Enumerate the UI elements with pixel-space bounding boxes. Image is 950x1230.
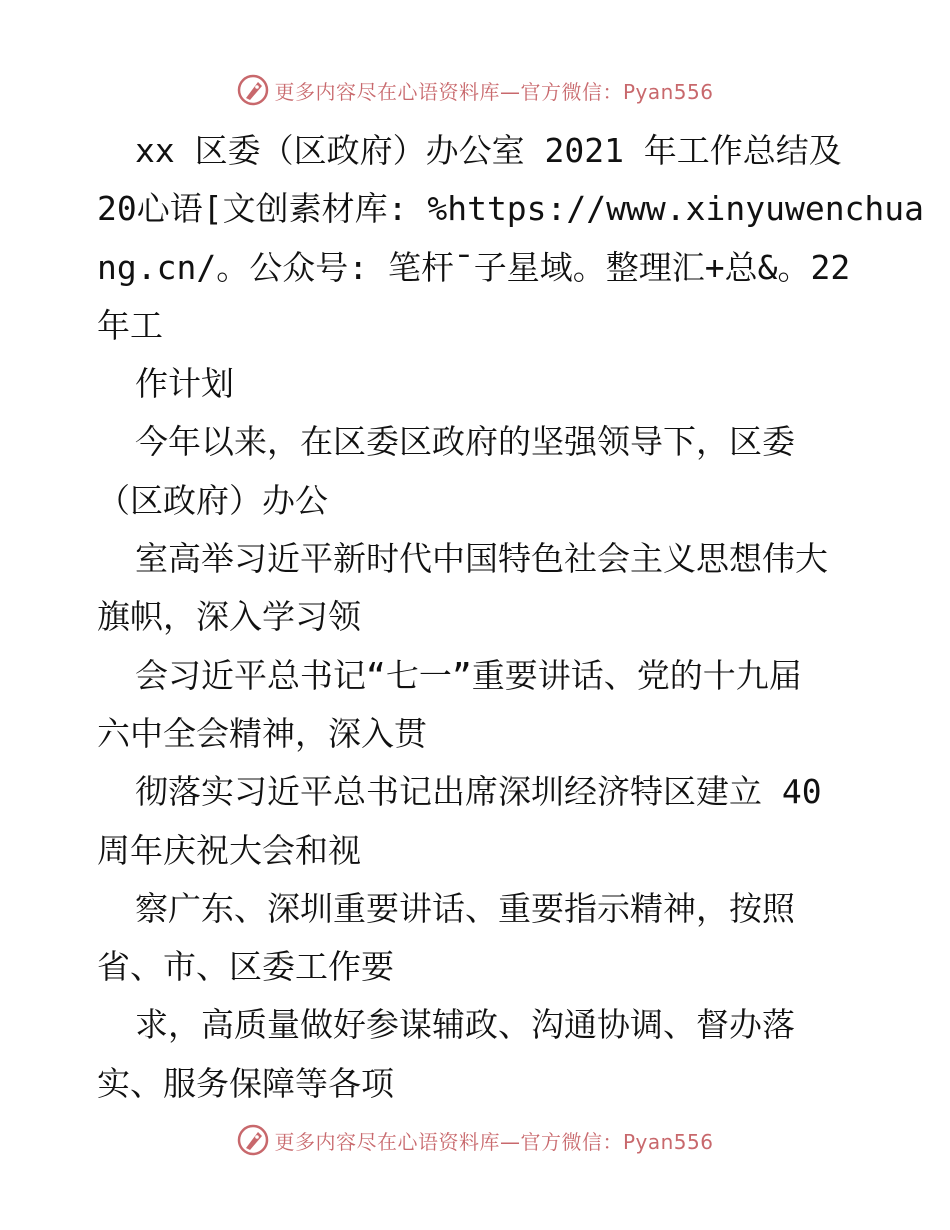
text-line: 求，高质量做好参谋辅政、沟通协调、督办落 [135, 1005, 795, 1045]
text-line: （区政府）办公 [97, 480, 328, 520]
text-line: 作计划 [135, 364, 234, 404]
footer-watermark [0, 1120, 950, 1160]
document-body [97, 122, 925, 1113]
text-line: 六中全会精神，深入贯 [97, 713, 427, 753]
text-line: 旗帜，深入学习领 [97, 597, 361, 637]
header-watermark [0, 70, 950, 110]
pen-nib-logo-icon [236, 73, 270, 107]
text-line: 室高举习近平新时代中国特色社会主义思想伟大 [135, 539, 828, 579]
watermark-text: 更多内容尽在心语资料库—官方微信：Pyan556 [274, 79, 714, 104]
text-line: ng.cn/。公众号: 笔杆¯子星域。整理汇+总&。22 [97, 247, 851, 287]
text-line: xx 区委（区政府）办公室 2021 年工作总结及 [135, 131, 842, 170]
text-line: 省、市、区委工作要 [97, 947, 394, 987]
text-line: 20心语[文创素材库: %https://www.xinyuwenchua [97, 189, 925, 229]
text-line: 会习近平总书记“七一”重要讲话、党的十九届 [135, 655, 802, 695]
watermark-text: 更多内容尽在心语资料库—官方微信：Pyan556 [274, 1129, 714, 1154]
text-line: 周年庆祝大会和视 [97, 830, 361, 870]
pen-nib-logo-icon [236, 1123, 270, 1157]
text-line: 今年以来，在区委区政府的坚强领导下，区委 [135, 422, 795, 462]
text-line: 察广东、深圳重要讲话、重要指示精神，按照 [135, 888, 795, 928]
text-line: 实、服务保障等各项 [97, 1063, 394, 1103]
text-line: 彻落实习近平总书记出席深圳经济特区建立 40 [135, 772, 822, 812]
text-line: 年工 [97, 305, 163, 345]
